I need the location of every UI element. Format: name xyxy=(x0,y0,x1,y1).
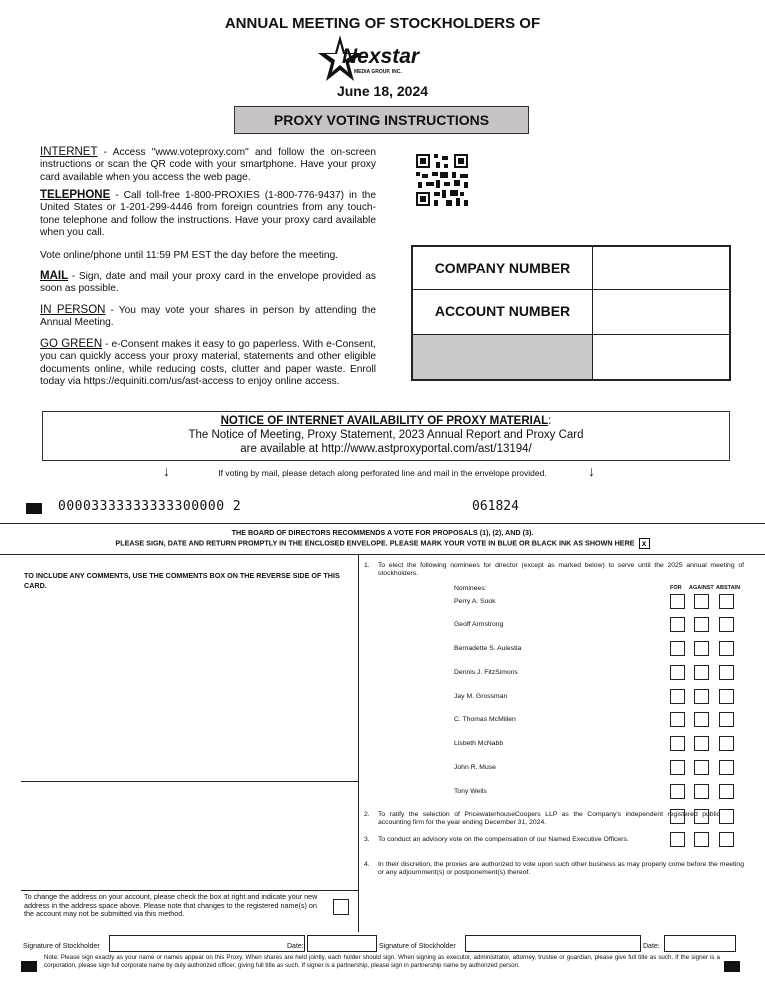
vote-deadline: Vote online/phone until 11:59 PM EST the day before the meeting. xyxy=(40,250,339,261)
nominee-name: Dennis J. FitzSimons xyxy=(454,669,518,676)
proposal-3-number: 3. xyxy=(364,836,370,843)
proposal-2-abstain-checkbox[interactable] xyxy=(719,809,734,824)
go-green-text: - e-Consent makes it easy to go paperless. With e-Consent, you can quickly access your proxy material, statements and other eligible documents online, while reducing costs, clutter and paper waste. Enroll today via https://equiniti.com/us/ast-access to enjoy online access. xyxy=(40,339,377,387)
nominee-for-checkbox[interactable] xyxy=(670,736,685,751)
proxy-voting-title: PROXY VOTING INSTRUCTIONS xyxy=(234,106,529,134)
instruction-mail xyxy=(40,270,376,296)
proposal-2-for-checkbox[interactable] xyxy=(670,809,685,824)
nominees-label: Nominees: xyxy=(454,585,487,592)
proposal-3-against-checkbox[interactable] xyxy=(694,832,709,847)
proposal-2 xyxy=(364,811,720,828)
nominee-name: Lisbeth McNabb xyxy=(454,740,504,747)
internet-availability-notice: NOTICE OF INTERNET AVAILABILITY OF PROXY MATERIAL: The Notice of Meeting, Proxy Statement, 2023 Annual Report and Proxy Card are available at http://www.astproxyportal.com/ast/13194/ xyxy=(42,411,730,461)
internet-text: - Access "www.voteproxy.com" and follow the on-screen instructions or scan the QR code with your smartphone. Have your proxy card available when you access the web page. xyxy=(40,147,376,183)
nominee-name: John R. Muse xyxy=(454,764,496,771)
nominee-abstain-checkbox[interactable] xyxy=(719,712,734,727)
mail-label: MAIL xyxy=(40,270,69,282)
nominee-for-checkbox[interactable] xyxy=(670,594,685,609)
nominee-name: Bernadette S. Aulestia xyxy=(454,645,522,652)
proposal-3-text: To conduct an advisory vote on the compensation of our Named Executive Officers. xyxy=(378,836,629,843)
blank-row xyxy=(413,335,729,379)
internet-label: INTERNET xyxy=(40,146,98,158)
nominee-name: Perry A. Sook xyxy=(454,598,496,605)
company-logo xyxy=(318,33,430,83)
date-label-1: Date: xyxy=(287,943,304,950)
meeting-date: June 18, 2024 xyxy=(336,83,429,99)
nominee-for-checkbox[interactable] xyxy=(670,665,685,680)
nominee-against-checkbox[interactable] xyxy=(694,665,709,680)
signature-field-2[interactable] xyxy=(465,935,641,952)
comments-column xyxy=(21,555,359,932)
signature-label-1: Signature of Stockholder xyxy=(23,943,100,950)
address-change-checkbox[interactable] xyxy=(333,899,349,915)
company-number-row xyxy=(413,247,729,290)
detach-arrow-left-icon: ↓ xyxy=(163,463,170,479)
date-label-2: Date: xyxy=(643,943,660,950)
proposal-1-number: 1. xyxy=(364,562,370,569)
nominee-against-checkbox[interactable] xyxy=(694,689,709,704)
signature-note: Note: Please sign exactly as your name or names appear on this Proxy. When shares are held jointly, each holder should sign. When signing as executor, administrator, attorney, trustee or guardian, please give full title as such. If the signer is a corporation, please sign full corporate name by duly authorized officer, giving full title as such. If signer is a partnership, please sign in partnership name by authorized person. xyxy=(44,954,720,969)
nominee-abstain-checkbox[interactable] xyxy=(719,760,734,775)
logo-wordmark: Nexstar xyxy=(342,45,420,68)
in-person-text: - You may vote your shares in person by attending the Annual Meeting. xyxy=(40,305,376,329)
shaded-cell xyxy=(413,335,593,379)
proposal-1-text: To elect the following nominees for director (except as marked below) to serve until the 2025 annual meeting of stockholders. xyxy=(378,562,744,578)
nominee-against-checkbox[interactable] xyxy=(694,736,709,751)
meeting-heading: ANNUAL MEETING OF STOCKHOLDERS OF xyxy=(224,15,541,32)
board-recommendation xyxy=(0,523,765,555)
nominee-name: Tony Wells xyxy=(454,788,487,795)
account-number-label: ACCOUNT NUMBER xyxy=(413,290,593,334)
telephone-text: - Call toll-free 1-800-PROXIES (1-800-776-9437) in the United States or 1-201-299-4446 from foreign countries from any touch-tone telephone and follow the instructions. Have your proxy card available when you call. xyxy=(40,190,376,238)
telephone-label: TELEPHONE xyxy=(40,189,111,201)
signature-label-2: Signature of Stockholder xyxy=(379,943,456,950)
proposal-4-text: In their discretion, the proxies are authorized to vote upon such other business as may properly come before the meeting or any adjournment(s) or postponement(s) thereof. xyxy=(378,861,744,877)
instruction-go-green xyxy=(40,338,376,388)
nominee-abstain-checkbox[interactable] xyxy=(719,594,734,609)
left-divider xyxy=(21,781,359,782)
account-code: 00003333333333300000 2 xyxy=(58,499,242,514)
nominee-abstain-checkbox[interactable] xyxy=(719,784,734,799)
proposal-3-abstain-checkbox[interactable] xyxy=(719,832,734,847)
board-line-2: PLEASE SIGN, DATE AND RETURN PROMPTLY IN THE ENCLOSED ENVELOPE. PLEASE MARK YOUR VOTE IN BLUE OR BLACK INK AS SHOWN HERE xyxy=(115,538,635,548)
nominee-against-checkbox[interactable] xyxy=(694,617,709,632)
notice-title: NOTICE OF INTERNET AVAILABILITY OF PROXY MATERIAL xyxy=(220,415,549,427)
signature-row xyxy=(21,935,741,953)
nominee-name: C. Thomas McMillen xyxy=(454,716,516,723)
date-field-1[interactable] xyxy=(307,935,377,952)
account-number-row xyxy=(413,290,729,335)
account-number-value xyxy=(593,290,729,334)
address-change-note: To change the address on your account, please check the box at right and indicate your new address in the address space above. Please note that changes to the registered name(s) on the account may not be submitted via this method. xyxy=(24,892,318,918)
nominee-against-checkbox[interactable] xyxy=(694,784,709,799)
detach-arrow-right-icon: ↓ xyxy=(588,463,595,479)
nominee-for-checkbox[interactable] xyxy=(670,617,685,632)
col-abstain-label: ABSTAIN xyxy=(716,585,741,591)
nominee-against-checkbox[interactable] xyxy=(694,641,709,656)
company-number-label: COMPANY NUMBER xyxy=(413,247,593,289)
nominee-against-checkbox[interactable] xyxy=(694,760,709,775)
mark-example-box: x xyxy=(639,538,650,549)
registration-mark-bottom-right xyxy=(724,961,740,972)
detach-instructions: If voting by mail, please detach along perforated line and mail in the envelope provided. xyxy=(218,468,547,478)
proposal-3 xyxy=(364,836,664,844)
nominee-name: Jay M. Grossman xyxy=(454,693,508,700)
proposal-2-text: To ratify the selection of PricewaterhouseCoopers LLP as the Company's independent registered public accounting firm for the year ending December 31, 2024. xyxy=(378,811,720,827)
registration-mark xyxy=(26,503,42,514)
col-for-label: FOR xyxy=(670,585,682,591)
nominee-against-checkbox[interactable] xyxy=(694,594,709,609)
nominee-abstain-checkbox[interactable] xyxy=(719,689,734,704)
instruction-telephone xyxy=(40,189,376,239)
form-code: 061824 xyxy=(472,499,519,514)
nominee-for-checkbox[interactable] xyxy=(670,641,685,656)
proposal-4 xyxy=(364,861,744,878)
nominee-for-checkbox[interactable] xyxy=(670,712,685,727)
company-number-value xyxy=(593,247,729,289)
logo-subtext: MEDIA GROUP, INC. xyxy=(354,69,402,75)
registration-mark-bottom-left xyxy=(21,961,37,972)
numbers-table xyxy=(411,245,731,381)
mail-text: - Sign, date and mail your proxy card in the envelope provided as soon as possible. xyxy=(40,271,376,295)
nominee-abstain-checkbox[interactable] xyxy=(719,736,734,751)
nominee-abstain-checkbox[interactable] xyxy=(719,641,734,656)
notice-line-1: The Notice of Meeting, Proxy Statement, 2023 Annual Report and Proxy Card xyxy=(188,429,584,441)
nominee-abstain-checkbox[interactable] xyxy=(719,617,734,632)
nominee-against-checkbox[interactable] xyxy=(694,712,709,727)
signature-field-1[interactable] xyxy=(109,935,305,952)
nominee-for-checkbox[interactable] xyxy=(670,760,685,775)
notice-line-2: are available at http://www.astproxyportal.com/ast/13194/ xyxy=(240,443,532,455)
proposal-3-for-checkbox[interactable] xyxy=(670,832,685,847)
proposal-4-number: 4. xyxy=(364,861,370,868)
qr-code-icon xyxy=(416,154,468,206)
nominee-name: Geoff Armstrong xyxy=(454,621,504,628)
in-person-label: IN PERSON xyxy=(40,304,106,316)
proposal-1 xyxy=(364,562,744,579)
go-green-label: GO GREEN xyxy=(40,338,103,350)
date-field-2[interactable] xyxy=(664,935,736,952)
instruction-internet xyxy=(40,146,376,184)
col-against-label: AGAINST xyxy=(689,585,714,591)
nominee-for-checkbox[interactable] xyxy=(670,784,685,799)
proposal-2-against-checkbox[interactable] xyxy=(694,809,709,824)
proposal-2-number: 2. xyxy=(364,811,370,818)
nominee-abstain-checkbox[interactable] xyxy=(719,665,734,680)
comments-note: TO INCLUDE ANY COMMENTS, USE THE COMMENTS BOX ON THE REVERSE SIDE OF THIS CARD. xyxy=(24,571,340,590)
blank-value xyxy=(593,335,729,379)
nominee-for-checkbox[interactable] xyxy=(670,689,685,704)
instruction-in-person xyxy=(40,304,376,330)
board-line-1: THE BOARD OF DIRECTORS RECOMMENDS A VOTE FOR PROPOSALS (1), (2), AND (3). xyxy=(231,528,534,537)
